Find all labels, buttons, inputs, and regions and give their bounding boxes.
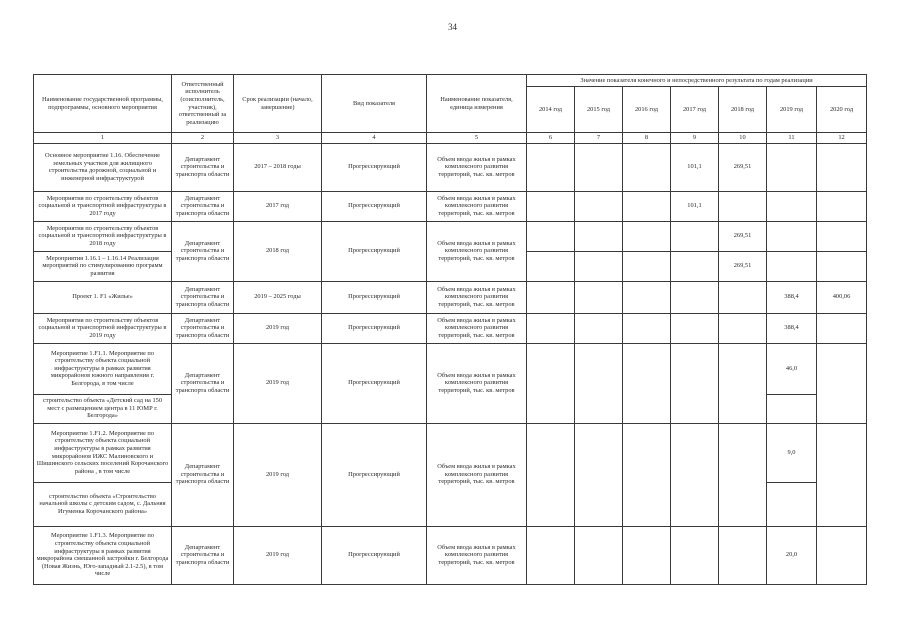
row-responsible: Департамент строительства и транспорта области [172, 191, 234, 221]
header-indicator-name: Наименование показателя, единица измерения [427, 75, 527, 133]
value-cell: 269,51 [719, 143, 767, 191]
row-name-sub: строительство объекта «Детский сад на 150 мест с размещением центра в 11 ЮМР г. Белгорода» [34, 394, 172, 423]
row-indicator-type: Прогрессирующий [322, 343, 427, 423]
row-indicator-name: Объем ввода жилья в рамках комплексного развития территорий, тыс. кв. метров [427, 191, 527, 221]
row-name: Мероприятие 1.F1.1. Мероприятие по строительству объекта социальной инфраструктуры в рамках развития микрорайонов южного направления г. Белгорода, в том числе [34, 343, 172, 394]
value-cell: 20,0 [767, 526, 817, 584]
table-row [34, 281, 867, 313]
row-indicator-name: Объем ввода жилья в рамках комплексного развития территорий, тыс. кв. метров [427, 313, 527, 343]
row-responsible: Департамент строительства и транспорта области [172, 343, 234, 423]
row-name: Мероприятия по строительству объектов социальной и транспортной инфраструктуры в 2017 году [34, 191, 172, 221]
row-indicator-name: Объем ввода жилья в рамках комплексного развития территорий, тыс. кв. метров [427, 143, 527, 191]
row-responsible: Департамент строительства и транспорта области [172, 143, 234, 191]
row-term: 2017 год [234, 191, 322, 221]
value-cell: 388,4 [767, 281, 817, 313]
row-indicator-type: Прогрессирующий [322, 423, 427, 526]
row-term: 2019 год [234, 313, 322, 343]
column-number: 2 [172, 133, 234, 144]
header-responsible: Ответственный исполнитель (соисполнитель, участник), ответственный за реализацию [172, 75, 234, 133]
header-year: 2016 год [623, 87, 671, 133]
column-number: 3 [234, 133, 322, 144]
row-responsible: Департамент строительства и транспорта области [172, 313, 234, 343]
column-number: 1 [34, 133, 172, 144]
header-name: Наименование государственной программы, подпрограммы, основного мероприятия [34, 75, 172, 133]
row-indicator-name: Объем ввода жилья в рамках комплексного развития территорий, тыс. кв. метров [427, 221, 527, 281]
value-cell: 101,1 [671, 191, 719, 221]
column-number: 10 [719, 133, 767, 144]
column-number: 12 [817, 133, 867, 144]
header-year: 2017 год [671, 87, 719, 133]
column-number: 9 [671, 133, 719, 144]
table-row [34, 143, 867, 191]
row-indicator-type: Прогрессирующий [322, 191, 427, 221]
row-indicator-name: Объем ввода жилья в рамках комплексного развития территорий, тыс. кв. метров [427, 343, 527, 423]
column-number: 7 [575, 133, 623, 144]
row-name: Мероприятие 1.F1.3. Мероприятие по строительству объекта социальной инфраструктуры в рамках развития микрорайона смешанной застройки г. Белгорода (Новая Жизнь, Юго-западный 2.1-2.5), в том числе [34, 526, 172, 584]
row-indicator-type: Прогрессирующий [322, 526, 427, 584]
row-term: 2017 – 2018 годы [234, 143, 322, 191]
header-year: 2018 год [719, 87, 767, 133]
column-number: 11 [767, 133, 817, 144]
header-year: 2019 год [767, 87, 817, 133]
table-row [34, 343, 867, 394]
value-cell: 400,06 [817, 281, 867, 313]
row-responsible: Департамент строительства и транспорта области [172, 221, 234, 281]
row-name: Мероприятия 1.16.1 – 1.16.14 Реализация мероприятий по стимулированию программ развития [34, 251, 172, 281]
row-responsible: Департамент строительства и транспорта области [172, 526, 234, 584]
value-cell: 269,51 [719, 251, 767, 281]
column-number: 6 [527, 133, 575, 144]
header-year: 2020 год [817, 87, 867, 133]
row-name: Мероприятия по строительству объектов социальной и транспортной инфраструктуры в 2018 году [34, 221, 172, 251]
results-table [33, 74, 867, 585]
row-name: Мероприятие 1.F1.2. Мероприятие по строительству объекта социальной инфраструктуры в рамках развития микрорайонов ИЖС Малиновского и Шишинского сельских поселений Корочанского района , в том числе [34, 423, 172, 482]
row-indicator-type: Прогрессирующий [322, 143, 427, 191]
header-indicator-type: Вид показателя [322, 75, 427, 133]
header-year: 2015 год [575, 87, 623, 133]
header-term: Срок реализации (начало, завершение) [234, 75, 322, 133]
row-name: Мероприятия по строительству объектов социальной и транспортной инфраструктуры в 2019 году [34, 313, 172, 343]
value-cell: 388,4 [767, 313, 817, 343]
row-indicator-type: Прогрессирующий [322, 313, 427, 343]
table-row [34, 423, 867, 482]
row-term: 2019 год [234, 423, 322, 526]
row-name-sub: строительство объекта «Строительство начальной школы с детским садом, с. Дальняя Игуменка Корочанского района» [34, 482, 172, 526]
column-numbers-row [34, 133, 867, 144]
header-year: 2014 год [527, 87, 575, 133]
row-indicator-type: Прогрессирующий [322, 281, 427, 313]
column-number: 5 [427, 133, 527, 144]
column-number: 8 [623, 133, 671, 144]
row-indicator-type: Прогрессирующий [322, 221, 427, 281]
table-row [34, 313, 867, 343]
row-term: 2018 год [234, 221, 322, 281]
row-indicator-name: Объем ввода жилья в рамках комплексного развития территорий, тыс. кв. метров [427, 423, 527, 526]
row-indicator-name: Объем ввода жилья в рамках комплексного развития территорий, тыс. кв. метров [427, 526, 527, 584]
value-cell: 101,1 [671, 143, 719, 191]
row-responsible: Департамент строительства и транспорта области [172, 281, 234, 313]
value-cell: 46,0 [767, 343, 817, 394]
table-row [34, 191, 867, 221]
table-row [34, 526, 867, 584]
row-term: 2019 год [234, 526, 322, 584]
value-cell: 269,51 [719, 221, 767, 251]
header-values-group: Значение показателя конечного и непосредственного результата по годам реализации [527, 75, 867, 87]
page-number: 34 [448, 22, 457, 32]
table-row [34, 221, 867, 251]
row-term: 2019 год [234, 343, 322, 423]
row-term: 2019 – 2025 годы [234, 281, 322, 313]
value-cell: 9,0 [767, 423, 817, 482]
column-number: 4 [322, 133, 427, 144]
row-indicator-name: Объем ввода жилья в рамках комплексного развития территорий, тыс. кв. метров [427, 281, 527, 313]
row-name: Проект 1. F1 «Жилье» [34, 281, 172, 313]
row-responsible: Департамент строительства и транспорта области [172, 423, 234, 526]
row-name: Основное мероприятие 1.16. Обеспечение земельных участков для жилищного строительства дорожной, социальной и инженерной инфраструктурой [34, 143, 172, 191]
